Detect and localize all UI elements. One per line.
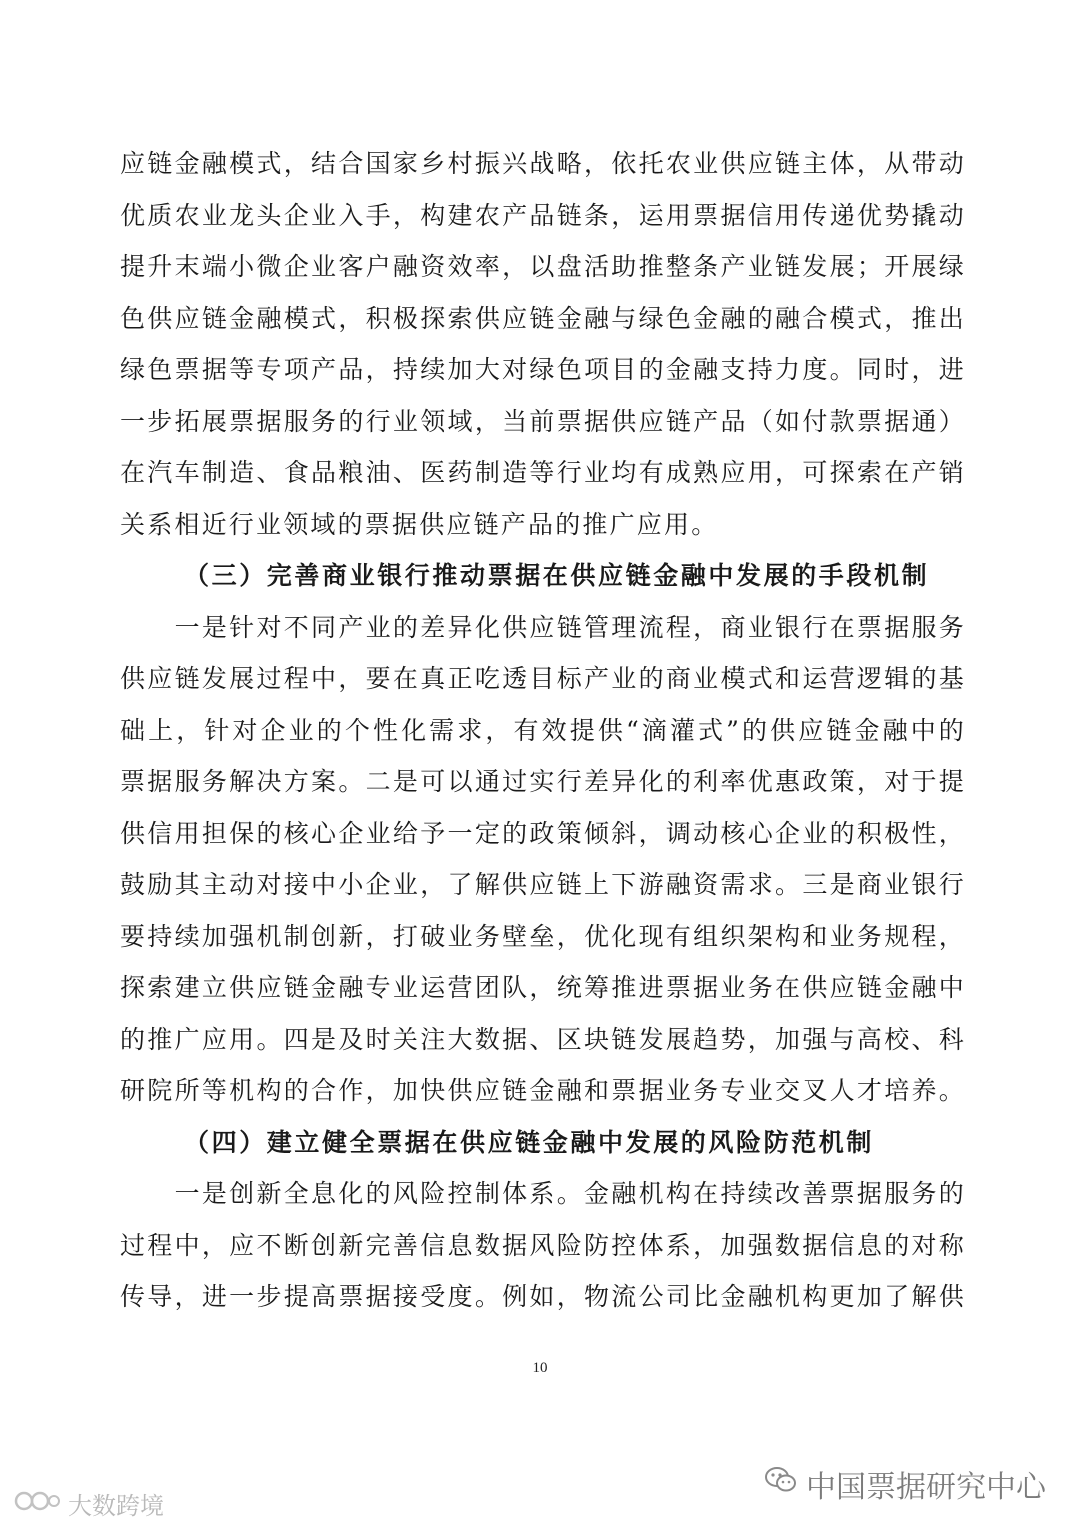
paragraph-line: 应链金融模式，结合国家乡村振兴战略，依托农业供应链主体，从带动 — [120, 149, 966, 178]
paragraph-line: 供信用担保的核心企业给予一定的政策倾斜，调动核心企业的积极性， — [120, 818, 966, 848]
paragraph-line: 础上，针对企业的个性化需求，有效提供“滴灌式”的供应链金融中的 — [120, 715, 966, 745]
paragraph-line: 供应链发展过程中，要在真正吃透目标产业的商业模式和运营逻辑的基 — [120, 664, 966, 693]
paragraph-line: 要持续加强机制创新，打破业务壁垒，优化现有组织架构和业务规程， — [120, 921, 966, 951]
paragraph-line: 优质农业龙头企业入手，构建农产品链条，运用票据信用传递优势撬动 — [120, 200, 966, 230]
paragraph-line: 探索建立供应链金融专业运营团队，统筹推进票据业务在供应链金融中 — [120, 973, 966, 1002]
watermark-left-text: 大数跨境 — [68, 1492, 164, 1520]
paragraph-line: 关系相近行业领域的票据供应链产品的推广应用。 — [120, 509, 719, 539]
watermark-brand — [14, 1486, 164, 1521]
paragraph-line: 票据服务解决方案。二是可以通过实行差异化的利率优惠政策，对于提 — [120, 767, 966, 796]
paragraph-line: 一是创新全息化的风险控制体系。金融机构在持续改善票据服务的 — [120, 1179, 966, 1208]
watermark-wechat — [764, 1462, 1046, 1506]
section-heading: （四）建立健全票据在供应链金融中发展的风险防范机制 — [184, 1127, 875, 1157]
section-heading: （三）完善商业银行推动票据在供应链金融中发展的手段机制 — [184, 561, 930, 590]
paragraph-line: 一是针对不同产业的差异化供应链管理流程，商业银行在票据服务 — [120, 612, 966, 642]
paragraph-line: 鼓励其主动对接中小企业，了解供应链上下游融资需求。三是商业银行 — [120, 870, 966, 899]
wechat-icon — [764, 1465, 798, 1503]
page-number: 10 — [532, 1360, 548, 1376]
document-body — [120, 138, 966, 1323]
paragraph-line: 提升末端小微企业客户融资效率，以盘活助推整条产业链发展；开展绿 — [120, 252, 966, 281]
paragraph-line: 研院所等机构的合作，加快供应链金融和票据业务专业交叉人才培养。 — [120, 1076, 966, 1105]
watermark-right-text: 中国票据研究中心 — [806, 1470, 1046, 1505]
paragraph-line: 绿色票据等专项产品，持续加大对绿色项目的金融支持力度。同时，进 — [120, 355, 966, 384]
paragraph-line: 的推广应用。四是及时关注大数据、区块链发展趋势，加强与高校、科 — [120, 1024, 966, 1054]
paragraph-line: 过程中，应不断创新完善信息数据风险防控体系，加强数据信息的对称 — [120, 1230, 966, 1260]
paragraph-line: 在汽车制造、食品粮油、医药制造等行业均有成熟应用，可探索在产销 — [120, 458, 966, 487]
paragraph-line: 一步拓展票据服务的行业领域，当前票据供应链产品（如付款票据通） — [120, 406, 966, 436]
paragraph-line: 色供应链金融模式，积极探索供应链金融与绿色金融的融合模式，推出 — [120, 303, 966, 333]
logo-icon — [14, 1488, 62, 1520]
paragraph-line: 传导，进一步提高票据接受度。例如，物流公司比金融机构更加了解供 — [120, 1282, 966, 1311]
